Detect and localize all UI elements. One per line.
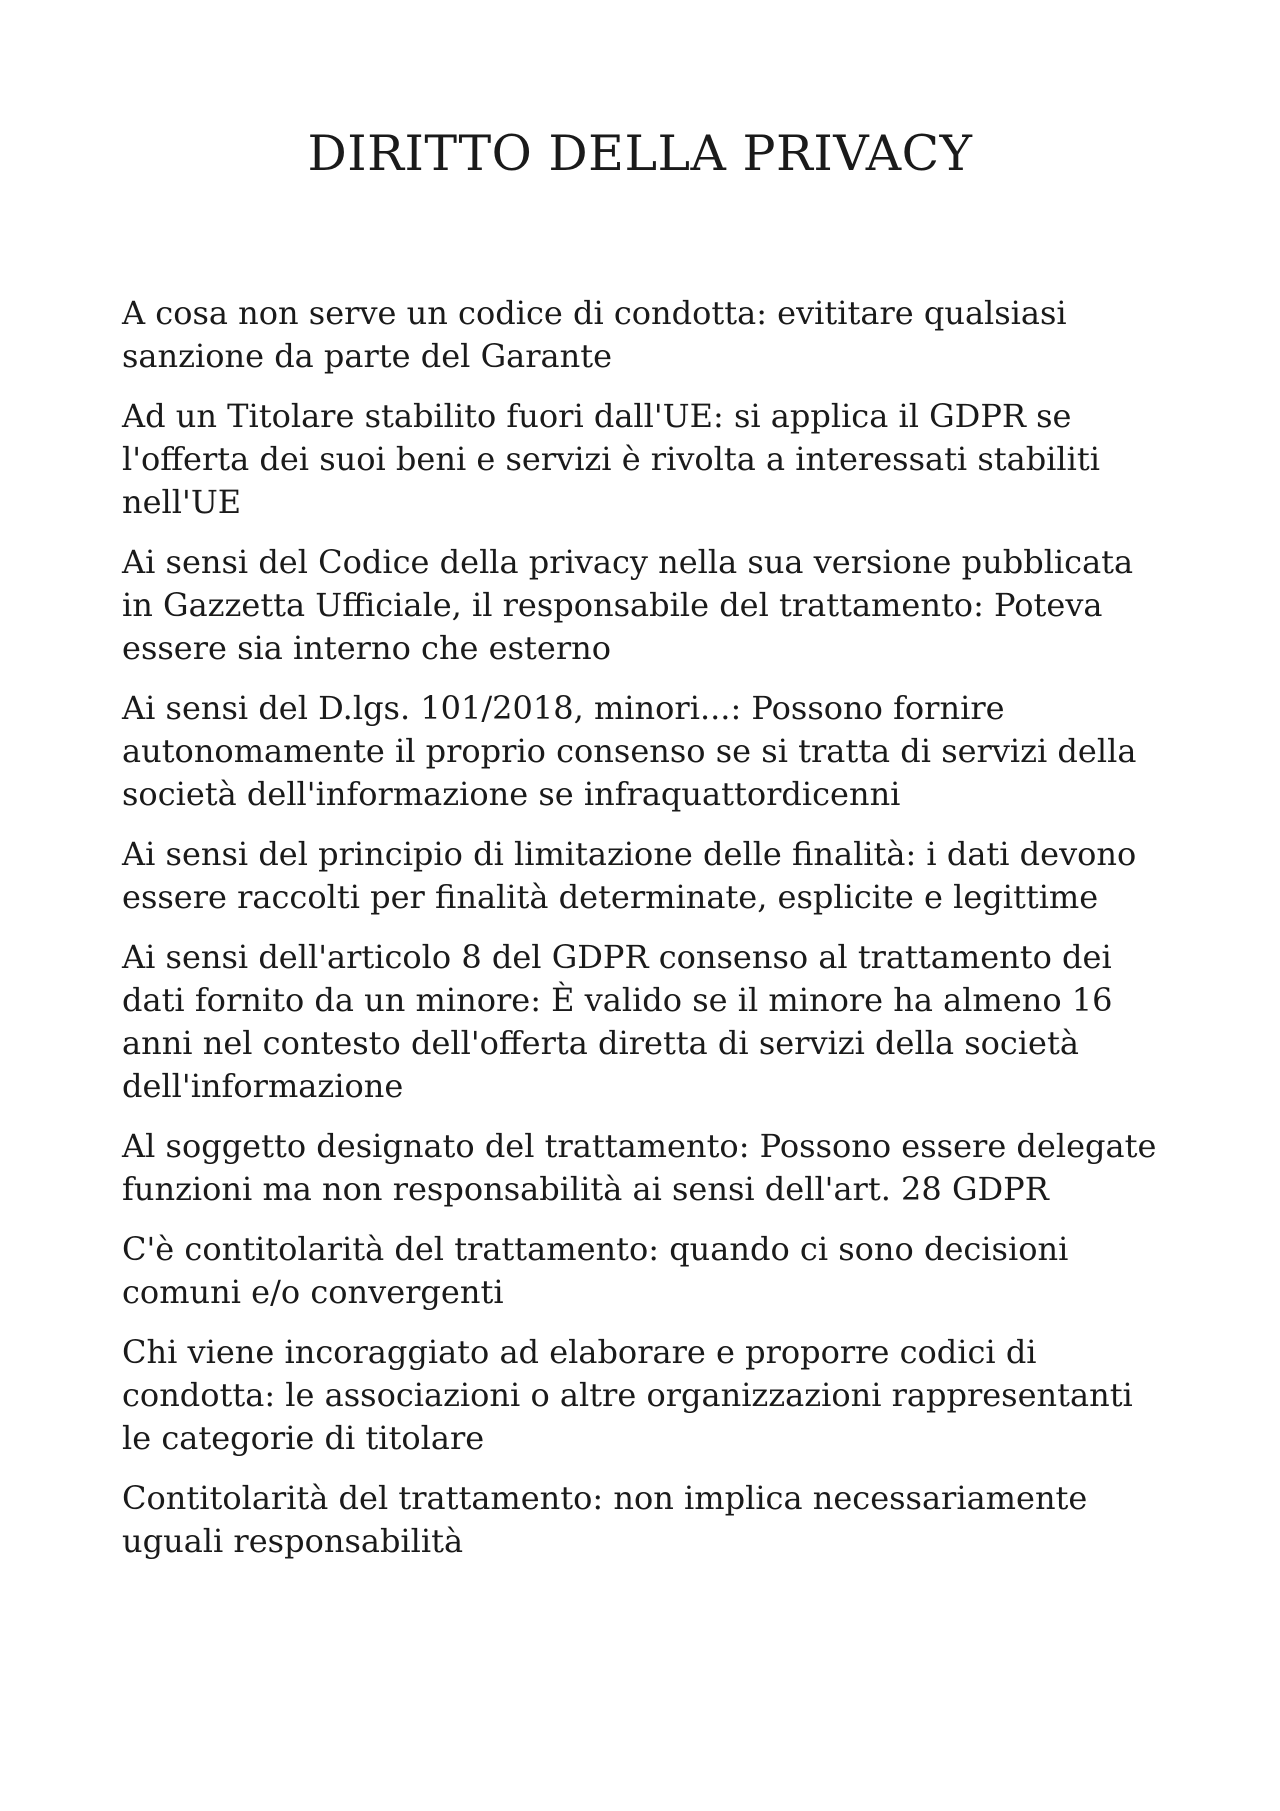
list-item: Ai sensi del D.lgs. 101/2018, minori...: Possono fornire autonomamente il proprio consenso se si tratta di servizi della società dell'informazione se infraquattordicenni xyxy=(122,689,1137,813)
list-item: Chi viene incoraggiato ad elaborare e proporre codici di condotta: le associazioni o altre organizzazioni rappresentanti le categorie di titolare xyxy=(122,1333,1133,1457)
list-item: Al soggetto designato del trattamento: Possono essere delegate funzioni ma non responsabilità ai sensi dell'art. 28 GDPR xyxy=(122,1127,1157,1208)
document-title: DIRITTO DELLA PRIVACY xyxy=(307,125,973,182)
list-item: Ai sensi del principio di limitazione delle finalità: i dati devono essere raccolti per finalità determinate, esplicite e legittime xyxy=(122,835,1137,916)
list-item: Ai sensi del Codice della privacy nella sua versione pubblicata in Gazzetta Ufficiale, il responsabile del trattamento: Poteva essere sia interno che esterno xyxy=(122,543,1134,667)
list-item: Ad un Titolare stabilito fuori dall'UE: si applica il GDPR se l'offerta dei suoi beni e servizi è rivolta a interessati stabiliti nell'UE xyxy=(122,397,1100,521)
list-item: Contitolarità del trattamento: non implica necessariamente uguali responsabilità xyxy=(122,1479,1088,1560)
list-item: C'è contitolarità del trattamento: quando ci sono decisioni comuni e/o convergenti xyxy=(122,1230,1069,1311)
entry-list xyxy=(122,292,1172,1580)
list-item: A cosa non serve un codice di condotta: evititare qualsiasi sanzione da parte del Garante xyxy=(122,294,1067,375)
list-item: Ai sensi dell'articolo 8 del GDPR consenso al trattamento dei dati fornito da un minore: È valido se il minore ha almeno 16 anni nel contesto dell'offerta diretta di servizi della società dell'informazione xyxy=(122,938,1113,1105)
